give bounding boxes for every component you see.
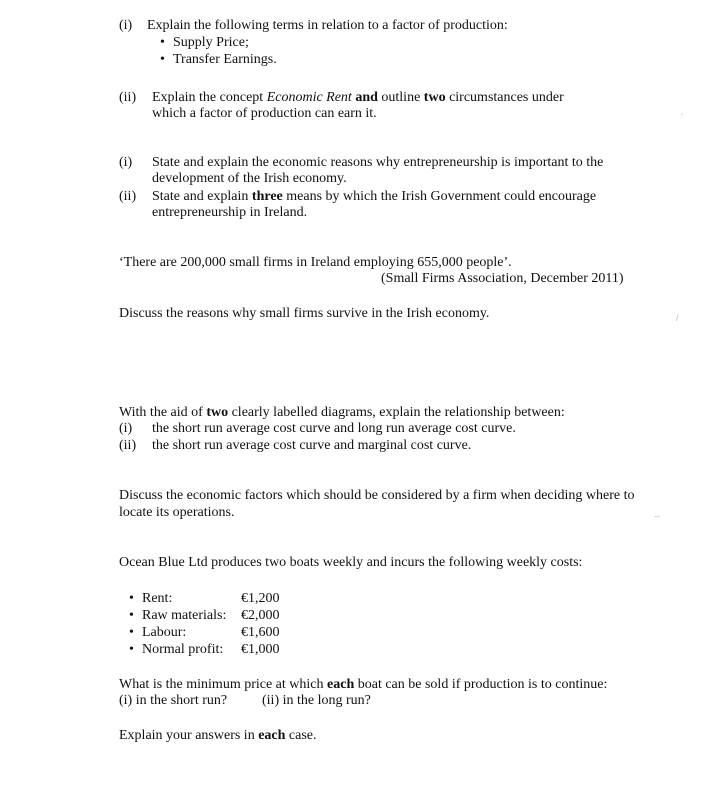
- q4-part-ii-text: the short run average cost curve and marginal cost curve.: [152, 438, 472, 453]
- q5-line1: Discuss the economic factors which should be considered by a firm when deciding where to: [119, 488, 635, 503]
- q3-quote: ‘There are 200,000 small firms in Ireland employing 655,000 people’.: [119, 255, 512, 270]
- q1-bullet-supply-price: • Supply Price;: [173, 35, 249, 51]
- q6-question: What is the minimum price at which each boat can be sold if production is to continue:: [119, 677, 608, 692]
- q6-intro: Ocean Blue Ltd produces two boats weekly and incurs the following weekly costs:: [119, 555, 583, 570]
- q2-part-i-line1: State and explain the economic reasons why entrepreneurship is important to the: [152, 155, 604, 170]
- q2-part-ii-number: (ii): [119, 189, 137, 204]
- q1-part-ii-line1: Explain the concept Economic Rent and outline two circumstances under: [152, 90, 564, 105]
- q1-bullet-transfer-earnings: • Transfer Earnings.: [173, 52, 277, 68]
- q4-part-ii-number: (ii): [119, 438, 137, 453]
- q4-part-i-number: (i): [119, 421, 133, 436]
- q6-cost-label-rent: • Rent:: [142, 591, 172, 607]
- q6-cost-label-normal-profit: • Normal profit:: [142, 642, 223, 658]
- q1-part-ii-number: (ii): [119, 90, 137, 105]
- q6-cost-value-normal-profit: €1,000: [241, 642, 280, 657]
- q1-part-ii-line2: which a factor of production can earn it.: [152, 106, 377, 121]
- q4-part-i-text: the short run average cost curve and long run average cost curve.: [152, 421, 516, 436]
- q2-part-i-number: (i): [119, 155, 133, 170]
- q6-cost-value-labour: €1,600: [241, 625, 280, 640]
- scan-speck: /: [676, 313, 679, 323]
- q6-sub-ii: (ii) in the long run?: [262, 693, 371, 708]
- scan-speck: --: [654, 511, 660, 521]
- q2-part-ii-line2: entrepreneurship in Ireland.: [152, 205, 308, 220]
- q3-question: Discuss the reasons why small firms survive in the Irish economy.: [119, 306, 490, 321]
- q1-part-i-text: Explain the following terms in relation to a factor of production:: [147, 18, 508, 33]
- q6-sub-i: (i) in the short run?: [119, 693, 228, 708]
- q6-cost-value-raw-materials: €2,000: [241, 608, 280, 623]
- q4-intro: With the aid of two clearly labelled diagrams, explain the relationship between:: [119, 405, 565, 420]
- q6-cost-label-labour: • Labour:: [142, 625, 186, 641]
- q6-explain: Explain your answers in each case.: [119, 728, 317, 743]
- scan-speck: ': [681, 112, 683, 122]
- q5-line2: locate its operations.: [119, 505, 235, 520]
- q6-cost-value-rent: €1,200: [241, 591, 280, 606]
- q1-part-i-number: (i): [119, 18, 133, 33]
- q3-quote-source: (Small Firms Association, December 2011): [381, 271, 624, 286]
- q2-part-i-line2: development of the Irish economy.: [152, 171, 347, 186]
- q6-cost-label-raw-materials: • Raw materials:: [142, 608, 226, 624]
- q2-part-ii-line1: State and explain three means by which the Irish Government could encourage: [152, 189, 597, 204]
